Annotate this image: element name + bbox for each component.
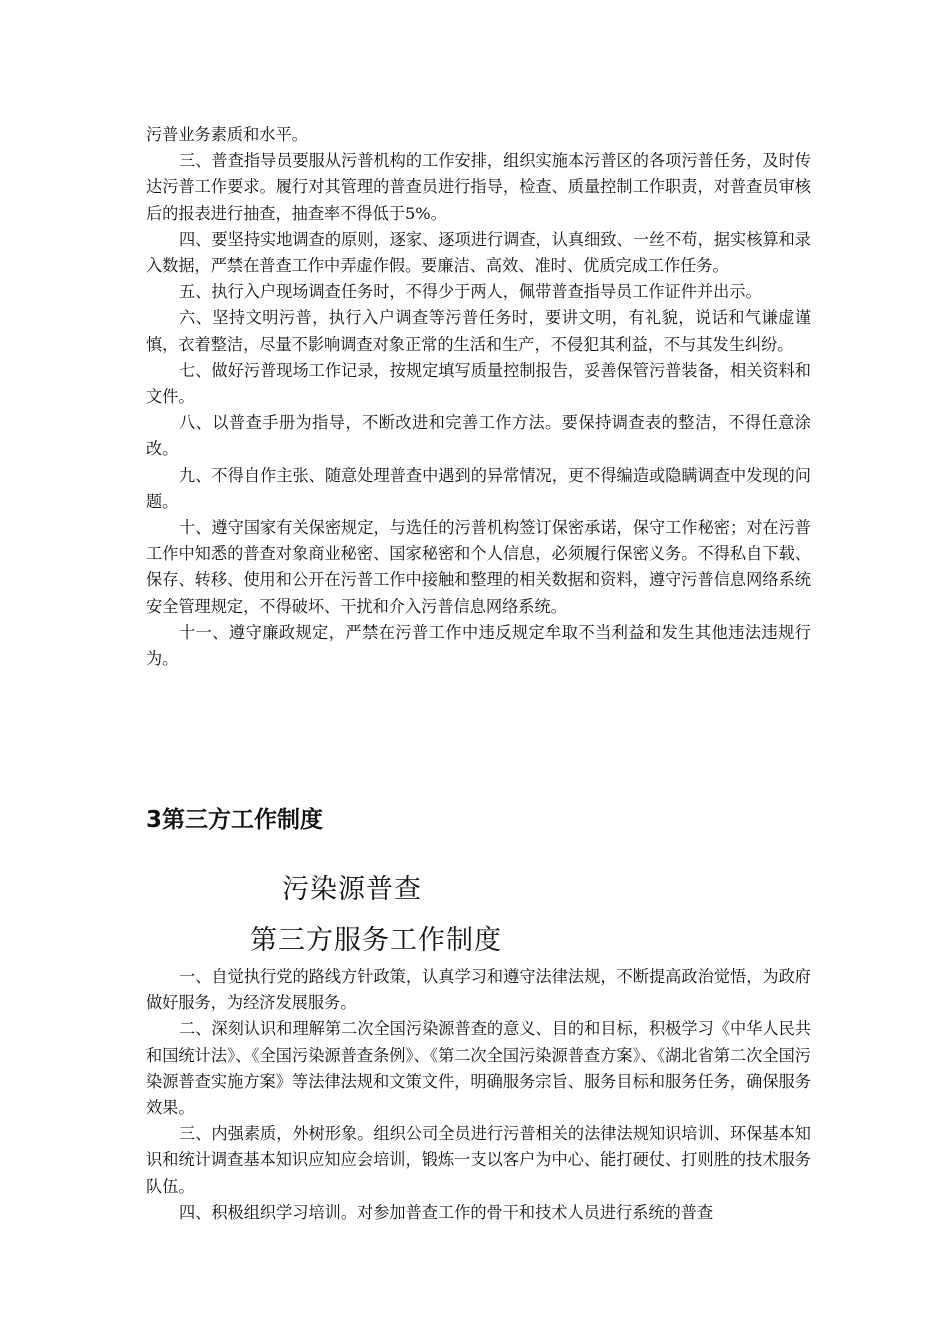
rule-item-2: 二、深刻认识和理解第二次全国污染源普查的意义、目的和目标，积极学习《中华人民共和国统计法》、《全国污染源普查条例》、《第二次全国污染源普查方案》、《湖北省第二次全国污染源普查实施方案》等法律法规和文策文件，明确服务宗旨、服务目标和服务任务，确保服务效果。 [146, 1019, 811, 1118]
rule-item-1: 一、自觉执行党的路线方针政策，认真学习和遵守法律法规，不断提高政治觉悟，为政府做好服务，为经济发展服务。 [146, 967, 811, 1013]
document-title-line-2: 第三方服务工作制度 [250, 925, 502, 956]
paragraph-continuation: 污普业务素质和水平。 [146, 125, 308, 144]
paragraph-item-11: 十一、遵守廉政规定，严禁在污普工作中违反规定牟取不当利益和发生其他违法违规行为。 [146, 622, 811, 669]
paragraph-item-7: 七、做好污普现场工作记录，按规定填写质量控制报告，妥善保管污普装备，相关资料和文件。 [146, 360, 811, 407]
rule-item-4: 四、积极组织学习培训。对参加普查工作的骨干和技术人员进行系统的普查 [179, 1202, 714, 1222]
paragraph-item-8: 八、以普查手册为指导，不断改进和完善工作方法。要保持调查表的整洁，不得任意涂改。 [146, 413, 811, 459]
paragraph-item-9: 九、不得自作主张、随意处理普查中遇到的异常情况，更不得编造或隐瞒调查中发现的问题。 [146, 465, 811, 511]
document-title-line-1: 污染源普查 [282, 874, 422, 905]
rule-item-3: 三、内强素质，外树形象。组织公司全员进行污普相关的法律法规知识培训、环保基本知识和统计调查基本知识应知应会培训，锻炼一支以客户为中心、能打硬仗、打则胜的技术服务队伍。 [146, 1124, 811, 1196]
top-section [146, 122, 811, 672]
bottom-section [146, 964, 811, 1226]
paragraph-item-4: 四、要坚持实地调查的原则，逐家、逐项进行调查，认真细致、一丝不苟，据实核算和录入数据，严禁在普查工作中弄虚作假。要廉洁、高效、准时、优质完成工作任务。 [146, 229, 811, 276]
paragraph-item-6: 六、坚持文明污普，执行入户调查等污普任务时，要讲文明，有礼貌，说话和气谦虚谨慎，衣着整洁，尽量不影响调查对象正常的生活和生产，不侵犯其利益，不与其发生纠纷。 [146, 308, 811, 354]
paragraph-item-5: 五、执行入户现场调查任务时，不得少于两人，佩带普查指导员工作证件并出示。 [179, 282, 762, 302]
paragraph-item-3: 三、普查指导员要服从污普机构的工作安排，组织实施本污普区的各项污普任务，及时传达污普工作要求。履行对其管理的普查员进行指导，检查、质量控制工作职责，对普查员审核后的报表进行抽查，抽查率不得低于5%。 [146, 151, 811, 223]
paragraph-item-10: 十、遵守国家有关保密规定，与选任的污普机构签订保密承诺，保守工作秘密；对在污普工作中知悉的普查对象商业秘密、国家秘密和个人信息，必须履行保密义务。不得私自下载、保存、转移、使用和公开在污普工作中接触和整理的相关数据和资料，遵守污普信息网络系统安全管理规定，不得破坏、干扰和介入污普信息网络系统。 [146, 518, 811, 616]
section-heading: 3第三方工作制度 [146, 807, 324, 833]
